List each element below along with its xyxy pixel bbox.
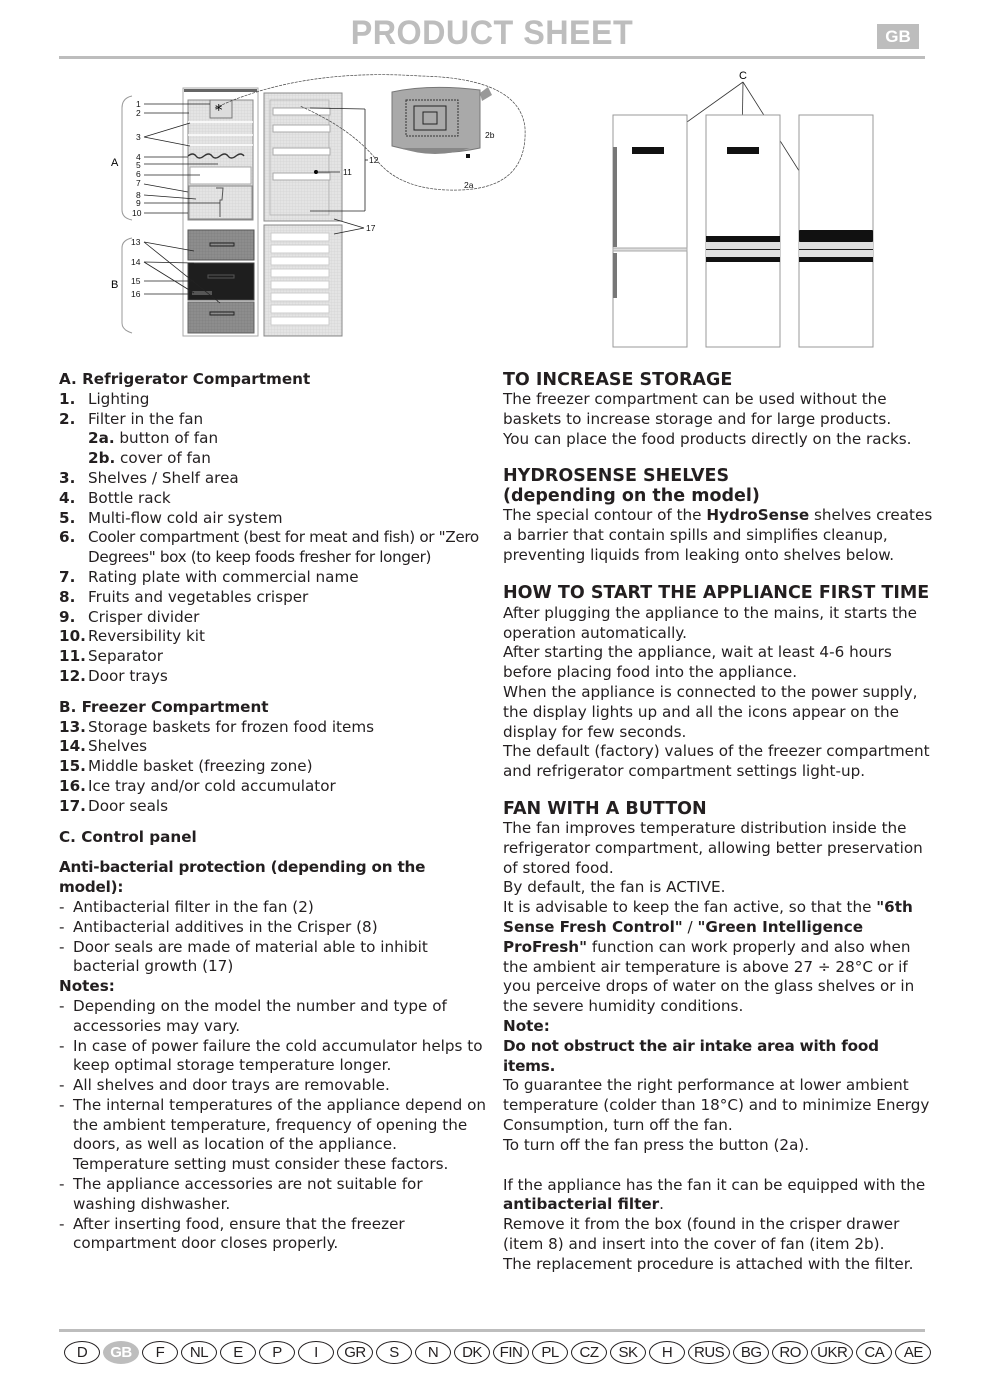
note-warning: Do not obstruct the air intake area with food items. [503,1036,879,1075]
callout-6: 6 [136,169,141,179]
label-section-b: B [111,279,119,291]
fridge-model-1 [613,115,687,347]
callout-2a: 2a [464,180,474,190]
callout-9: 9 [136,198,141,208]
list-item: 7. Rating plate with commercial name [59,567,359,586]
language-option-d[interactable]: D [64,1341,100,1364]
callout-7: 7 [136,178,141,188]
language-option-gr[interactable]: GR [337,1341,373,1364]
cooler-compartment [190,167,251,184]
language-option-h[interactable]: H [649,1341,685,1364]
callout-17: 17 [366,223,376,233]
paragraph: To turn off the fan press the button (2a). [503,1135,810,1154]
list-item: - Depending on the model the number and type of accessories may vary. [59,996,447,1035]
paragraph: It is advisable to keep the fan active, so that the "6th Sense Fresh Control" / "Green Intelligence ProFresh" function can work properly and also when the ambient air temperature is above 27 ÷ 28°C or if you perceive drops of water on the glass shelves or in the severe humidity conditions. [503,898,915,1016]
left-column [59,370,489,1254]
language-option-dk[interactable]: DK [454,1341,490,1364]
display-panel [727,147,759,154]
callout-1: 1 [136,99,141,109]
list-item: 5. Multi-flow cold air system [59,508,283,527]
antibacterial-heading: Anti-bacterial protection (depending on the model): [59,858,426,897]
list-item: - After inserting food, ensure that the freezer compartment door closes properly. [59,1214,405,1253]
list-item: - The internal temperatures of the appliance depend on the ambient temperature, frequency of opening the doors, as well as location of the appliance. Temperature setting must consider these factors. [59,1095,487,1174]
language-option-bg[interactable]: BG [733,1341,769,1364]
language-option-i[interactable]: I [298,1341,334,1364]
list-item: 6. Cooler compartment (best for meat and fish) or "Zero Degrees" box (to keep foods fresher for longer) [59,528,479,567]
control-panel-heading: C. Control panel [59,827,197,846]
control-panel-diagram [600,65,890,355]
paragraph: You can place the food products directly on the racks. [503,429,912,448]
footer-divider [59,1329,925,1332]
language-option-pl[interactable]: PL [532,1341,568,1364]
svg-text:*: * [215,101,223,119]
callout-8: 8 [136,190,141,200]
language-option-f[interactable]: F [142,1341,178,1364]
list-item: 14. Shelves [59,737,148,756]
paragraph: The special contour of the HydroSense shelves creates a barrier that contain spills and simplifies cleanup, preventing liquids from leaking onto shelves below. [503,506,933,564]
paragraph: To guarantee the right performance at lower ambient temperature (colder than 18°C) and to minimize Energy Consumption, turn off the fan. [503,1076,930,1134]
list-subitem: 2b. cover of fan [88,449,211,468]
notes-heading: Notes: [59,977,115,996]
refrigerator-heading: A. Refrigerator Compartment [59,370,311,388]
list-item: 16. Ice tray and/or cold accumulator [59,776,336,795]
list-item: - Antibacterial filter in the fan (2) [59,897,314,916]
paragraph: The default (factory) values of the freezer compartment and refrigerator compartment settings light-up. [503,742,930,781]
note-label: Note: [503,1016,550,1035]
callout-2: 2 [136,108,141,118]
language-option-cz[interactable]: CZ [571,1341,607,1364]
callout-4: 4 [136,152,141,162]
list-item: - Door seals are made of material able to inhibit bacterial growth (17) [59,937,428,976]
fridge-model-3 [799,115,873,347]
language-option-n[interactable]: N [415,1341,451,1364]
list-item: 13. Storage baskets for frozen food items [59,717,375,736]
list-item: - All shelves and door trays are removable. [59,1076,390,1095]
freezer-heading: B. Freezer Compartment [59,697,269,716]
language-option-ca[interactable]: CA [856,1341,892,1364]
language-option-sk[interactable]: SK [610,1341,646,1364]
language-option-gb[interactable]: GB [103,1341,139,1364]
language-option-ae[interactable]: AE [895,1341,931,1364]
language-option-e[interactable]: E [220,1341,256,1364]
hydrosense-subheading: (depending on the model) [503,486,760,507]
list-item: 8. Fruits and vegetables crisper [59,587,309,606]
paragraph: The fan improves temperature distribution inside the refrigerator compartment, allowing better preservation of stored food. [503,818,923,877]
display-panel [799,230,873,242]
refrigerator-interior-diagram [100,68,540,350]
fridge-model-2 [706,115,780,347]
label-section-c: C [739,70,747,82]
list-item: 9. Crisper divider [59,607,200,626]
list-item: - In case of power failure the cold accumulator helps to keep optimal storage temperature longer. [59,1036,483,1075]
paragraph: After plugging the appliance to the mains, it starts the operation automatically. [503,603,917,642]
callout-5: 5 [136,160,141,170]
language-badge: GB [877,24,919,49]
language-option-fin[interactable]: FIN [493,1341,529,1364]
callout-16: 16 [131,289,141,299]
paragraph: After starting the appliance, wait at least 4-6 hours before placing food into the appliance. [503,643,892,682]
right-column [503,370,933,1274]
freezer-drawer-bottom [188,302,254,333]
callout-2b: 2b [485,130,495,140]
language-option-s[interactable]: S [376,1341,412,1364]
paragraph: The freezer compartment can be used without the baskets to increase storage and for large products. [503,390,892,428]
language-option-ro[interactable]: RO [772,1341,808,1364]
callout-15: 15 [131,276,141,286]
paragraph: When the appliance is connected to the power supply, the display lights up and all the icons appear on the display for few seconds. [503,682,918,741]
callout-3: 3 [136,132,141,142]
callout-12: 12 [369,155,379,165]
list-item: 11. Separator [59,647,163,666]
bracket-a [122,96,132,220]
list-item: 4. Bottle rack [59,488,171,507]
language-option-ukr[interactable]: UKR [811,1341,853,1364]
paragraph: The replacement procedure is attached with the filter. [503,1254,914,1273]
fan-heading: FAN WITH A BUTTON [503,798,707,819]
paragraph: If the appliance has the fan it can be equipped with the antibacterial filter. [503,1175,926,1214]
callout-11: 11 [343,167,352,177]
list-item: 2. Filter in the fan [59,409,204,428]
language-selector [64,1341,931,1364]
freezer-drawer-top [188,230,254,260]
list-item: 17. Door seals [59,796,169,815]
page-title: PRODUCT SHEET [350,14,634,52]
list-item: 12. Door trays [59,666,168,685]
list-item: - Antibacterial additives in the Crisper (8) [59,917,378,936]
hydrosense-heading: HYDROSENSE SHELVES [503,466,730,487]
callout-13: 13 [131,237,141,247]
fan-cover-detail [392,87,492,158]
header-divider [59,56,925,59]
list-item: 10. Reversibility kit [59,627,205,646]
language-option-nl[interactable]: NL [181,1341,217,1364]
list-item: 1. Lighting [59,389,150,408]
callout-10: 10 [132,208,142,218]
paragraph: By default, the fan is ACTIVE. [503,878,726,897]
start-heading: HOW TO START THE APPLIANCE FIRST TIME [503,582,930,603]
language-option-p[interactable]: P [259,1341,295,1364]
storage-heading: TO INCREASE STORAGE [503,370,733,390]
label-section-a: A [111,157,119,169]
language-option-rus[interactable]: RUS [688,1341,730,1364]
paragraph: Remove it from the box (found in the crisper drawer (item 8) and insert into the cover of fan (item 2b). [503,1215,900,1253]
callout-14: 14 [131,257,141,267]
list-item: - The appliance accessories are not suitable for washing dishwasher. [59,1175,423,1213]
list-subitem: 2a. button of fan [88,429,219,448]
display-panel [632,147,664,154]
list-item: 3. Shelves / Shelf area [59,468,239,487]
list-item: 15. Middle basket (freezing zone) [59,757,313,776]
